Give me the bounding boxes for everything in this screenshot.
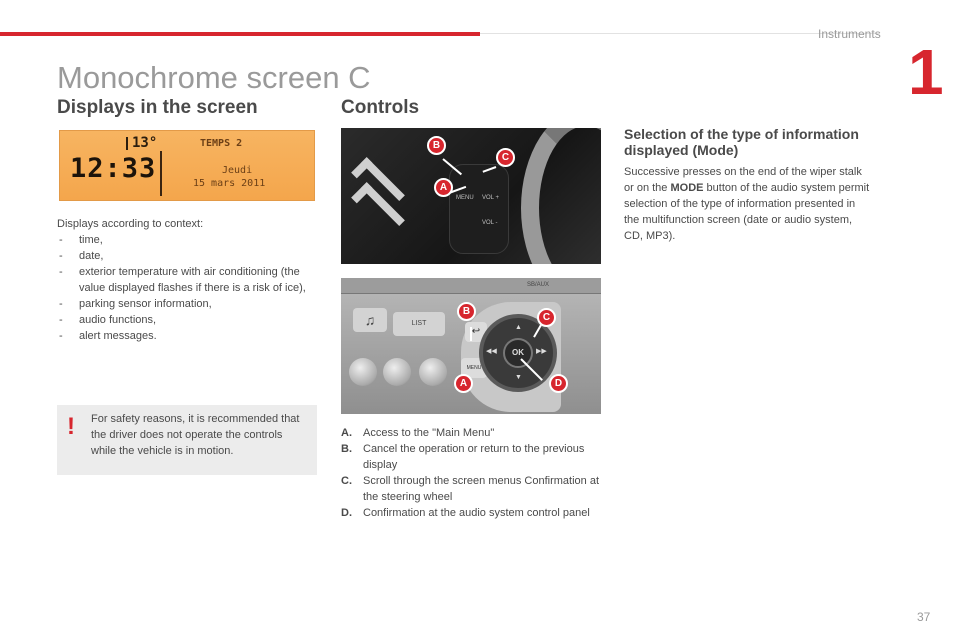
- leader-line: [470, 327, 472, 341]
- wheel-menu-label: MENU: [456, 195, 474, 201]
- legend-key: D.: [341, 507, 352, 519]
- callout-b-panel: B: [457, 302, 476, 321]
- list-item: - parking sensor information,: [57, 296, 317, 312]
- audio-panel-photo: [341, 278, 601, 414]
- legend-text: Scroll through the screen menus Confirmation at the steering wheel: [363, 475, 600, 503]
- cd-slot: [341, 278, 601, 294]
- controls-heading: Controls: [341, 97, 420, 118]
- screen-illustration: [57, 128, 317, 203]
- screen-display: [59, 130, 315, 201]
- callout-a-panel: A: [454, 374, 473, 393]
- back-button: ↩: [465, 322, 487, 342]
- arrow-down-icon: ▼: [515, 374, 522, 381]
- header-accent-bar: [0, 32, 480, 36]
- list-button: LIST: [393, 312, 445, 336]
- callout-c-panel: C: [537, 308, 556, 327]
- menu-button: MENU: [461, 358, 487, 378]
- preset-knob: [349, 358, 377, 386]
- screen-clock: 12:33: [70, 153, 157, 184]
- warning-text: For safety reasons, it is recommended that the driver does not operate the controls while the vehicle is in motion.: [91, 413, 300, 457]
- context-list: [57, 232, 317, 344]
- legend-row: [341, 441, 601, 473]
- legend-key: B.: [341, 443, 352, 455]
- arrow-left-icon: ◀◀: [486, 348, 497, 355]
- context-intro: Displays according to context:: [57, 218, 204, 230]
- screen-radio-text: TEMPS 2: [200, 138, 243, 149]
- steering-wheel-photo: [341, 128, 601, 264]
- arrow-up-icon: ▲: [515, 324, 522, 331]
- wheel-voldown-label: VOL -: [482, 220, 498, 226]
- mode-text-bold: MODE: [670, 182, 704, 194]
- screen-temperature: 13°: [132, 135, 158, 151]
- page-number: 37: [917, 610, 931, 624]
- screen-separator: [160, 151, 162, 196]
- legend-key: A.: [341, 427, 352, 439]
- controls-legend: [341, 425, 601, 521]
- ok-button: OK: [503, 338, 533, 368]
- wheel-button-cluster: [449, 164, 509, 254]
- mode-heading: Selection of the type of information displayed (Mode): [624, 126, 859, 158]
- mode-text-before: Successive presses on the end of the wiper stalk or on the: [624, 166, 862, 194]
- list-item: - exterior temperature with air conditioning (the value displayed flashes if there is a risk of ice),: [57, 264, 317, 296]
- legend-row: [341, 473, 601, 505]
- screen-date: 15 mars 2011: [193, 178, 266, 189]
- list-item: - date,: [57, 248, 317, 264]
- list-item: - alert messages.: [57, 328, 317, 344]
- list-item: - time,: [57, 232, 317, 248]
- callout-b-wheel: B: [427, 136, 446, 155]
- legend-row: [341, 425, 601, 441]
- arrow-right-icon: ▶▶: [536, 348, 547, 355]
- cd-slot-label: SB/AUX: [527, 282, 550, 288]
- page-title: Monochrome screen C: [57, 60, 371, 95]
- screen-day: Jeudi: [222, 165, 253, 176]
- mode-description: [624, 164, 870, 244]
- preset-knob: [419, 358, 447, 386]
- mode-text-after: button of the audio system permit selection of the type of information presented in the multifunction screen (date or audio system, CD, MP3).: [624, 182, 870, 242]
- section-label: Instruments: [818, 27, 881, 41]
- displays-heading: Displays in the screen: [57, 97, 258, 118]
- safety-warning: [57, 405, 317, 475]
- list-item: - audio functions,: [57, 312, 317, 328]
- legend-row: [341, 505, 601, 521]
- callout-a-wheel: A: [434, 178, 453, 197]
- legend-text: Confirmation at the audio system control panel: [363, 507, 590, 519]
- legend-text: Cancel the operation or return to the previous display: [363, 443, 585, 471]
- warning-icon: !: [67, 413, 75, 440]
- chapter-number: 1: [908, 36, 944, 108]
- callout-c-wheel: C: [496, 148, 515, 167]
- legend-key: C.: [341, 475, 352, 487]
- wheel-volup-label: VOL +: [482, 195, 499, 201]
- legend-text: Access to the "Main Menu": [363, 427, 495, 439]
- wheel-rim: [521, 128, 601, 264]
- music-button: ♫: [353, 308, 387, 332]
- callout-d-panel: D: [549, 374, 568, 393]
- preset-knob: [383, 358, 411, 386]
